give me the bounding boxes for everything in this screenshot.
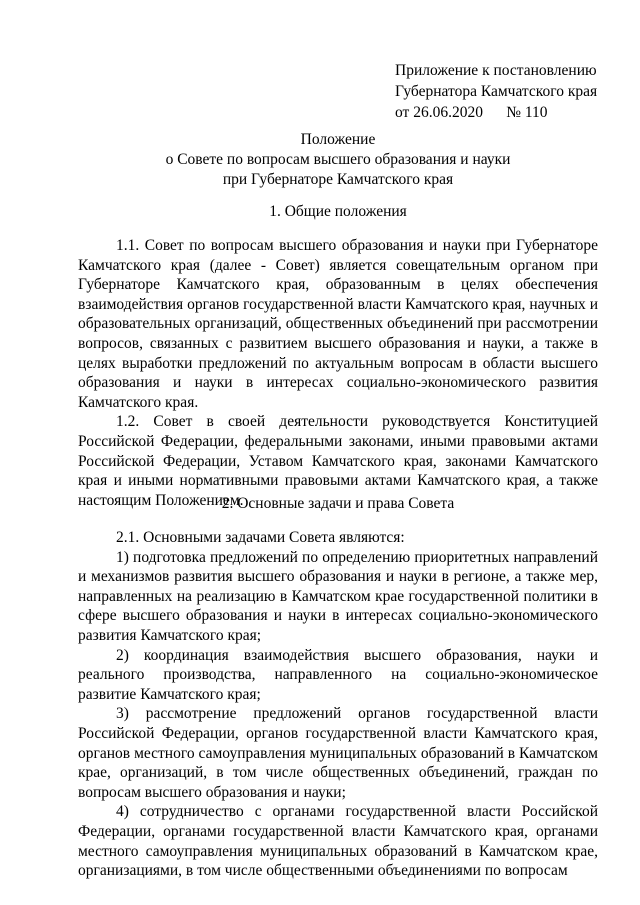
paragraph-2-1-item-2: 2) координация взаимодействия высшего образования, науки и реального производства, направленного на социально-экономическое развитие Камчатского края; xyxy=(78,646,598,703)
title-line-3: при Губернаторе Камчатского края xyxy=(222,171,454,188)
section-2-heading: 2. Основные задачи и права Совета xyxy=(221,495,455,512)
section-2-body xyxy=(78,528,598,881)
appendix-line-2: Губернатора Камчатского края xyxy=(395,83,598,100)
paragraph-2-1: 2.1. Основными задачами Совета являются: xyxy=(116,529,405,546)
title-line-1: Положение xyxy=(300,131,376,148)
section-1-body xyxy=(78,236,598,510)
document-title xyxy=(78,130,598,190)
appendix-line-3: от 26.06.2020 № 110 xyxy=(395,104,548,121)
appendix-line-1: Приложение к постановлению xyxy=(395,62,597,79)
paragraph-2-1-item-4: 4) сотрудничество с органами государственной власти Российской Федерации, органами государственной власти Камчатского края, органами местного самоуправления муниципальных образований в Камчатском крае, организациями, в том числе общественными объединениями по вопросам xyxy=(78,803,598,880)
title-line-2: о Совете по вопросам высшего образования и науки xyxy=(165,151,511,168)
appendix-header xyxy=(395,60,630,123)
paragraph-1-2: 1.2. Совет в своей деятельности руководствуется Конституцией Российской Федерации, федеральными законами, иными правовыми актами Российской Федерации, Уставом Камчатского края, законами Камчатского края и иными нормативными правовыми актами Камчатского края, а также настоящим Положением. xyxy=(78,413,598,509)
paragraph-1-1: 1.1. Совет по вопросам высшего образования и науки при Губернаторе Камчатского края (далее - Совет) является совещательным органом при Губернаторе Камчатского края, образованным в целях обеспечения взаимодействия органов государственной власти Камчатского края, научных и образовательных организаций, общественных объединений при рассмотрении вопросов, связанных с развитием высшего образования и науки, а также в целях выработки предложений по актуальным вопросам в области высшего образования и науки в интересах социально-экономического развития Камчатского края. xyxy=(78,237,598,411)
section-1-heading: 1. Общие положения xyxy=(269,203,407,220)
paragraph-2-1-item-3: 3) рассмотрение предложений органов государственной власти Российской Федерации, органов государственной власти Камчатского края, органов местного самоуправления муниципальных образований в Камчатском крае, организаций, в том числе общественных объединений, граждан по вопросам высшего образования и науки; xyxy=(78,705,598,801)
paragraph-2-1-item-1: 1) подготовка предложений по определению приоритетных направлений и механизмов развития высшего образования и науки в регионе, а также мер, направленных на реализацию в Камчатском крае государственной политики в сфере высшего образования и науки в интересах социально-экономического развития Камчатского края; xyxy=(78,548,598,644)
